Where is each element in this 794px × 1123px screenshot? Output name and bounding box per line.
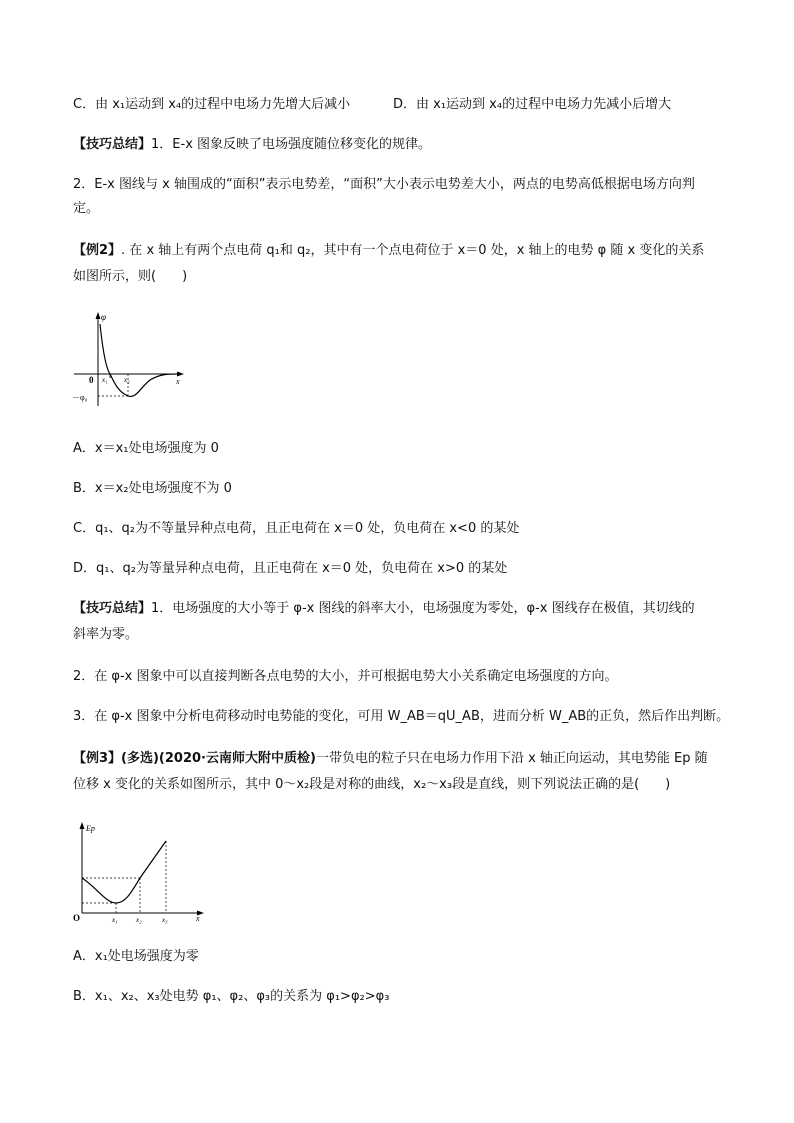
x2-label-2: x₂ [136,916,142,924]
tips-summary-1 [73,136,431,154]
ep-axis-label: Ep [86,824,95,833]
tips-summary-2 [73,600,695,618]
tips-item-2-line-2: 定。 [73,201,100,216]
x-axis-label-2: x [196,914,200,923]
x-axis-label: x [176,377,180,386]
option-d-top: D．由 x₁运动到 x₄的过程中电场力先减小后增大 [393,97,672,112]
neg-phi0-label: －φ₀ [72,393,88,402]
tips2-item-3: 3．在 φ-x 图象中分析电荷移动时电势能的变化，可用 W_AB＝qU_AB，进而分析 W_AB的正负，然后作出判断。 [73,709,730,724]
tips-item-2-line-1: 2．E-x 图线与 x 轴围成的“面积”表示电势差，“面积”大小表示电势差大小，两点的电势高低根据电场方向判 [73,177,695,192]
example-2-line-2: 如图所示，则( ) [73,269,188,284]
option-c: C．q₁、q₂为不等量异种点电荷，且正电荷在 x＝0 处，负电荷在 x<0 的某处 [73,521,520,536]
phi-axis-label: φ [101,312,106,322]
example-3-line-1 [73,750,708,768]
example-2-text: . 在 x 轴上有两个点电荷 q₁和 q₂，其中有一个点电荷位于 x＝0 处，x 轴上的电势 φ 随 x 变化的关系 [121,243,705,258]
option-c-top: C．由 x₁运动到 x₄的过程中电场力先增大后减小 [73,97,351,112]
example-3-label: 【例3】(多选)(2020·云南师大附中质检) [73,751,316,766]
example-label: 【例2】 [73,243,122,258]
tips2-item-1: 1．电场强度的大小等于 φ-x 图线的斜率大小，电场强度为零处，φ-x 图线存在极值，其切线的 [151,601,695,616]
potential-energy-graph [70,815,210,925]
x2-label: x₂ [124,376,130,384]
option-a: A．x＝x₁处电场强度为 0 [73,441,219,456]
tips-item-1: 1．E-x 图象反映了电场强度随位移变化的规律。 [151,137,432,152]
tips-label: 【技巧总结】 [73,137,152,152]
example-2-line-1 [73,242,704,260]
option-d: D．q₁、q₂为等量异种点电荷，且正电荷在 x＝0 处，负电荷在 x>0 的某处 [73,561,508,576]
tips-label-2: 【技巧总结】 [73,601,152,616]
origin-label-2: O [73,913,81,923]
x1-label: x₁ [102,376,108,384]
tips2-item-2: 2．在 φ-x 图象中可以直接判断各点电势的大小，并可根据电势大小关系确定电场强度的方向。 [73,669,618,684]
example-3-line-2: 位移 x 变化的关系如图所示，其中 0～x₂段是对称的曲线，x₂～x₃段是直线，则下列说法正确的是( ) [73,777,671,792]
option-b: B．x＝x₂处电场强度不为 0 [73,481,232,496]
x1-label-2: x₁ [112,916,118,924]
tips2-item-1-line-2: 斜率为零。 [73,627,139,642]
example-3-text: 一带负电的粒子只在电场力作用下沿 x 轴正向运动，其电势能 Ep 随 [315,751,708,766]
example-3-option-b: B．x₁、x₂、x₃处电势 φ₁、φ₂、φ₃的关系为 φ₁>φ₂>φ₃ [73,989,390,1004]
potential-graph [70,308,190,408]
origin-label: 0 [89,375,94,385]
x3-label-2: x₃ [162,916,168,924]
example-3-option-a: A．x₁处电场强度为零 [73,949,199,964]
